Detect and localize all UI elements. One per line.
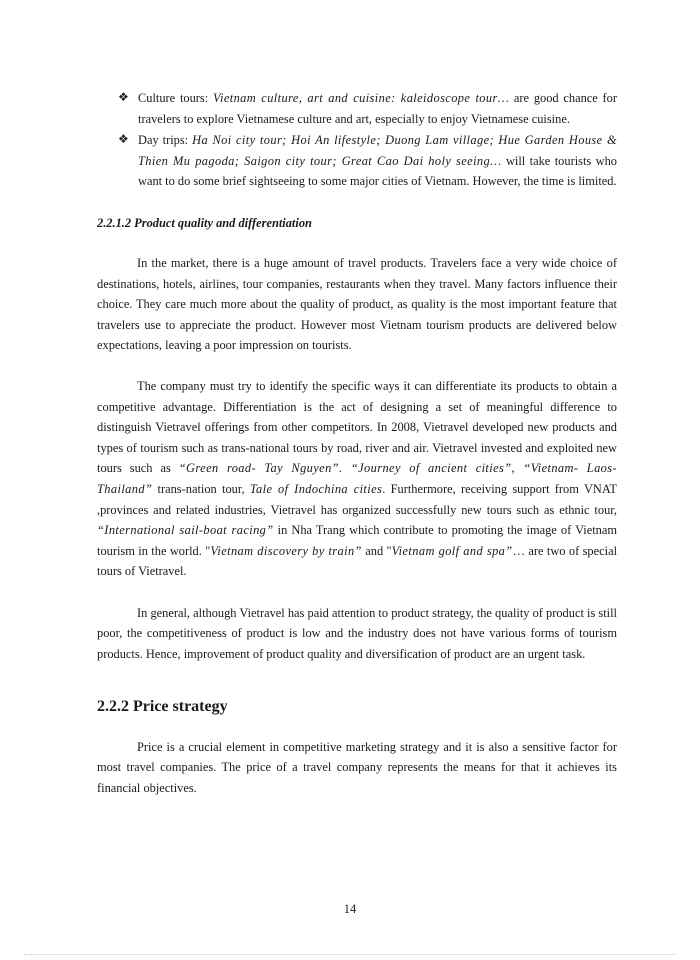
text-run: . Furthermore, receiving support from VNAT ,provinces and related industries, Vietravel has organized successfully new tours such as ethnic tour, [97, 481, 617, 517]
italic-run: “Green road- Tay Nguyen”. “Journey of ancient cities”, “Vietnam- Laos- Thailand” [97, 461, 618, 496]
section-heading: 2.2.2 Price strategy [97, 697, 228, 715]
subsection-heading: 2.2.1.2 Product quality and differentiation [97, 215, 312, 230]
bullet-label: Day trips: [138, 133, 193, 148]
text-run: trans-nation tour, [152, 481, 250, 496]
text-run: The company must try to identify the specific ways it can differentiate its products to obtain a competitive advantage. Differentiation is the act of designing a set of meaningful difference to distinguish Vietravel offerings from other competitors. In 2008, Vietravel developed new products and types of tourism such as trans-national tours by road, river and air. Vietravel invested and exploited new tours such as [97, 378, 617, 476]
paragraph-differentiation [97, 376, 617, 582]
bullet-italic: Vietnam culture, art and cuisine: kaleidoscope tour… [212, 91, 510, 105]
italic-run: Vietnam golf and spa” [391, 543, 513, 558]
italic-run: Tale of Indochina cities [249, 481, 383, 496]
paragraph-general: In general, although Vietravel has paid attention to product strategy, the quality of product is still poor, the competitiveness of product is low and the industry does not have various forms of tourism products. Hence, improvement of product quality and diversification of product are an urgent task. [97, 605, 617, 662]
text-run: … are two of special tours of Vietravel. [97, 543, 618, 579]
text-run: in Nha Trang which contribute to promoting the image of Vietnam tourism in the world. " [97, 523, 617, 558]
bullet-label: Culture tours: [138, 91, 213, 105]
page-number: 14 [343, 902, 357, 916]
text-run: and " [361, 543, 392, 558]
italic-run: Vietnam discovery by train” [210, 543, 362, 558]
page-content [97, 88, 617, 798]
bullet-italic: Ha Noi city tour; Hoi An lifestyle; Duong Lam village; Hue Garden House & Thien Mu pagoda; Saigon city tour; Great Cao Dai holy seeing… [138, 133, 617, 168]
bullet-text: are good chance for travelers to explore Vietnamese culture and art, especially to enjoy Vietnamese cuisine. [138, 91, 617, 126]
paragraph-product-quality: In the market, there is a huge amount of travel products. Travelers face a very wide choice of destinations, hotels, airlines, tour companies, restaurants when they travel. Many factors influence their choice. They care much more about the quality of product, as quality is the most important feature that travelers use to appreciate the product. However most Vietnam tourism products are delivered below expectations, leaving a poor impression on tourists. [97, 255, 617, 353]
diamond-bullet-icon: ❖ [118, 132, 129, 147]
bullet-culture-tours [97, 88, 617, 129]
page-divider [24, 954, 676, 955]
paragraph-price: Price is a crucial element in competitive marketing strategy and it is also a sensitive factor for most travel companies. The price of a travel company represents the means for that it achieves its financial objectives. [97, 739, 617, 795]
italic-run: “International sail-boat racing” [97, 523, 274, 538]
bullet-text: will take tourists who want to do some brief sightseeing to some major cities of Vietnam. However, the time is limited. [138, 153, 617, 189]
diamond-bullet-icon: ❖ [118, 90, 129, 104]
bullet-day-trips [97, 130, 617, 192]
